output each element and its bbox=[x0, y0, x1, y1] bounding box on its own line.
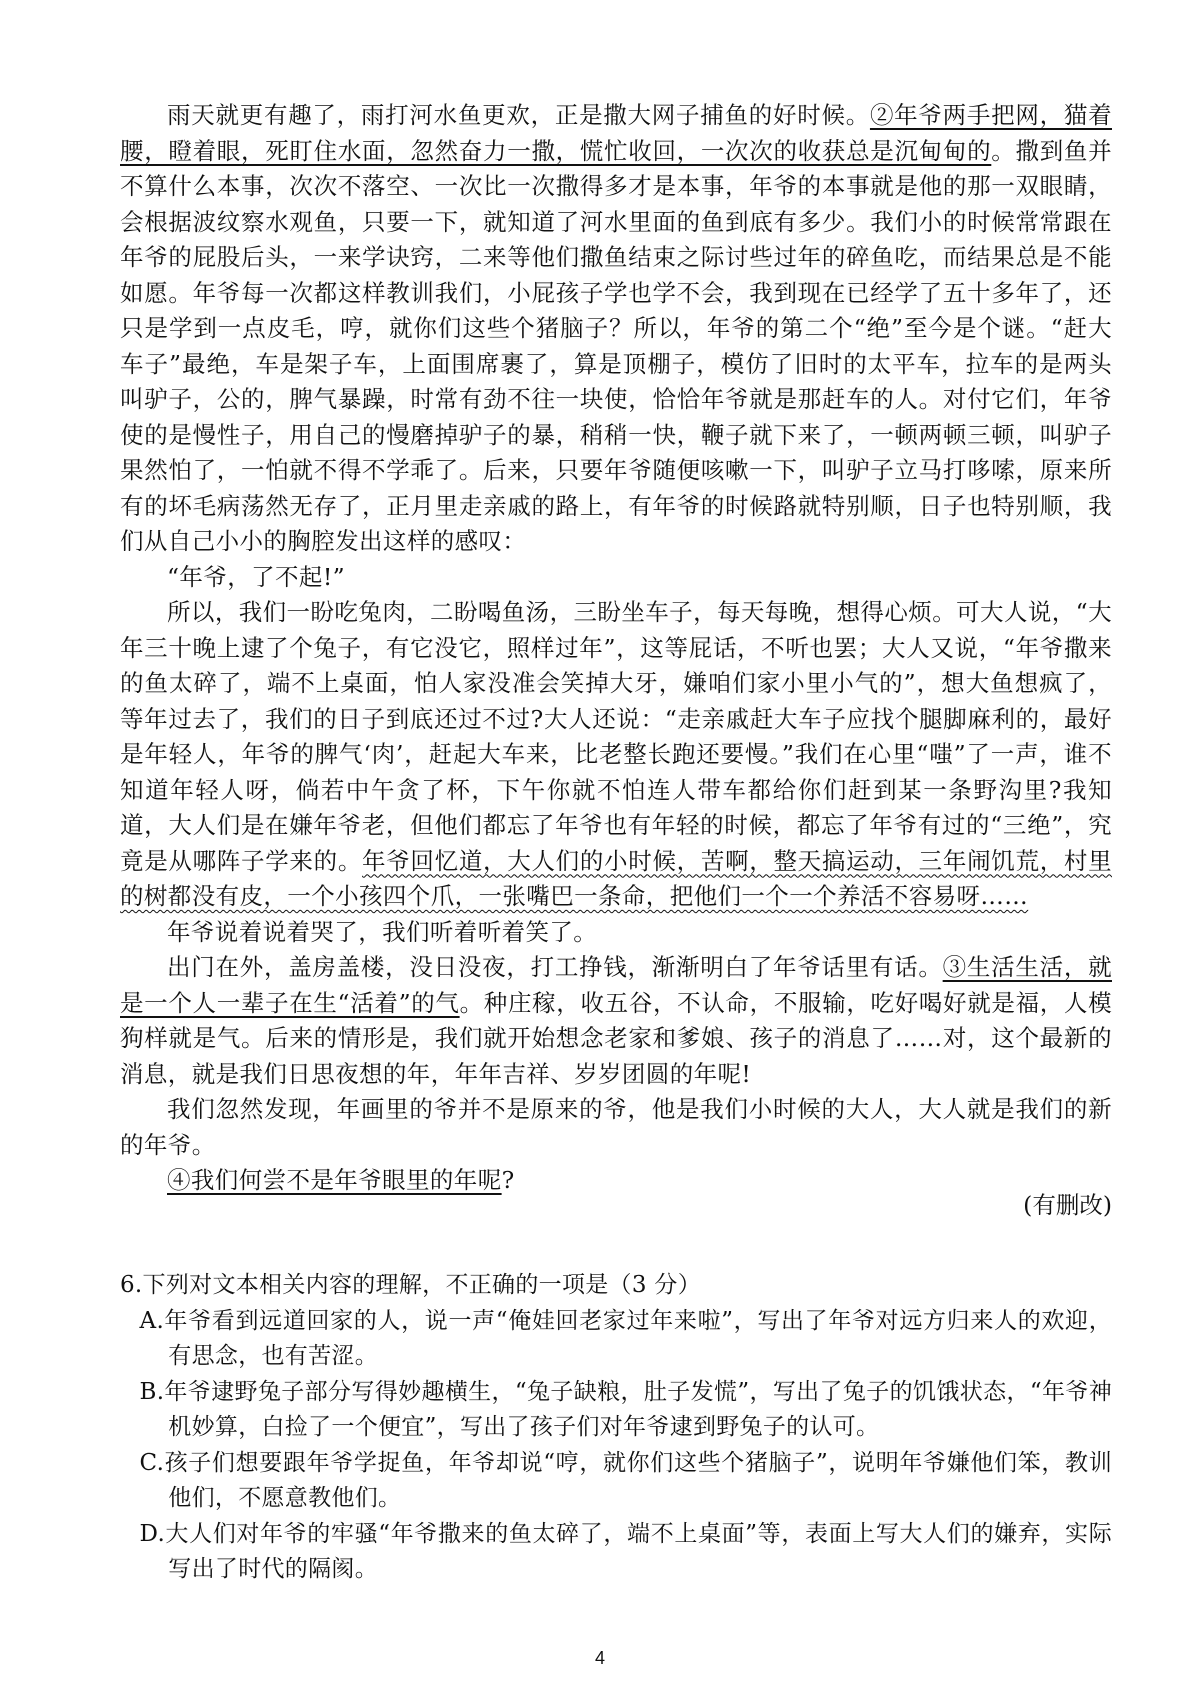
page-number: 4 bbox=[594, 1648, 605, 1668]
paragraph-text: 年爷说着说着哭了，我们听着听着笑了。 bbox=[167, 917, 598, 946]
underlined-sentence-3: ③生活生活，就是一个人一辈子在生“活着”的气 bbox=[120, 953, 1112, 1017]
paragraph-text: 雨天就更有趣了，雨打河水鱼更欢，正是撒大网子捕鱼的好时候。 bbox=[167, 101, 870, 129]
underlined-sentence-2: ②年爷两手把网，猫着腰，瞪着眼，死盯住水面，忽然奋力一撒，慌忙收回，一次次的收获总是沉甸甸的 bbox=[120, 101, 1112, 165]
option-b: B.年爷逮野兔子部分写得妙趣横生，“兔子缺粮，肚子发慌”，写出了兔子的饥饿状态，“年爷神机妙算，白捡了一个便宜”，写出了孩子们对年爷逮到野兔子的认可。 bbox=[139, 1378, 1112, 1440]
paragraph-text: 。撒到鱼并不算什么本事，次次不落空、一次比一次撒得多才是本事，年爷的本事就是他的那一双眼睛，会根据波纹察水观鱼，只要一下，就知道了河水里面的鱼到底有多少。我们小的时候常常跟在年爷的屁股后头，一来学诀窍，二来等他们撒鱼结束之际讨些过年的碎鱼吃，而结果总是不能如愿。年爷每一次都这样教训我们，小屁孩子学也学不会，我到现在已经学了五十多年了，还只是学到一点皮毛，哼，就你们这些个猪脑子？所以，年爷的第二个“绝”至今是个谜。“赶大车子”最绝，车是架子车，上面围席裹了，算是顶棚子，模仿了旧时的太平车，拉车的是两头叫驴子，公的，脾气暴躁，时常有劲不往一块使，恰恰年爷就是那赶车的人。对付它们，年爷使的是慢性子，用自己的慢磨掉驴子的暴，稍稍一快，鞭子就下来了，一顿两顿三顿，叫驴子果然怕了，一怕就不得不学乖了。后来，只要年爷随便咳嗽一下，叫驴子立马打哆嗦，原来所有的坏毛病荡然无存了，正月里走亲戚的路上，有年爷的时候路就特别顺，日子也特别顺，我们从自己小小的胸腔发出这样的感叹： bbox=[120, 136, 1113, 555]
source-note: (有删改) bbox=[1023, 1191, 1112, 1219]
passage-paragraph-2 bbox=[120, 560, 1112, 596]
question-6 bbox=[120, 1268, 1112, 1588]
passage-paragraph-6 bbox=[120, 1092, 1112, 1163]
passage-paragraph-3 bbox=[120, 595, 1112, 915]
exclamation-quote: “年爷，了不起!” bbox=[167, 562, 346, 591]
passage-body bbox=[120, 98, 1112, 1199]
question-stem: 6.下列对文本相关内容的理解，不正确的一项是（3 分） bbox=[120, 1272, 701, 1298]
passage-paragraph-1 bbox=[120, 98, 1112, 560]
option-d: D.大人们对年爷的牢骚“年爷撒来的鱼太碎了，端不上桌面”等，表面上写大人们的嫌弃，实际写出了时代的隔阂。 bbox=[139, 1520, 1112, 1582]
paragraph-text: ? bbox=[501, 1166, 515, 1194]
passage-paragraph-5 bbox=[120, 950, 1112, 1092]
passage-paragraph-7 bbox=[120, 1163, 1112, 1199]
option-a: A.年爷看到远道回家的人，说一声“俺娃回老家过年来啦”，写出了年爷对远方归来人的欢迎，有思念，也有苦涩。 bbox=[139, 1307, 1112, 1369]
paragraph-text: 我们忽然发现，年画里的爷并不是原来的爷，他是我们小时候的大人，大人就是我们的新的年爷。 bbox=[120, 1095, 1112, 1159]
wavy-underlined-sentence: 年爷回忆道，大人们的小时候，苦啊，整天搞运动，三年闹饥荒，村里的树都没有皮，一个小孩四个爪，一张嘴巴一条命，把他们一个一个养活不容易呀…… bbox=[120, 846, 1113, 910]
underlined-sentence-4: ④我们何尝不是年爷眼里的年呢 bbox=[167, 1166, 502, 1194]
paragraph-text: 所以，我们一盼吃兔肉，二盼喝鱼汤，三盼坐车子，每天每晚，想得心烦。可大人说，“大年三十晚上逮了个兔子，有它没它，照样过年”，这等屁话，不听也罢；大人又说，“年爷撒来的鱼太碎了，端不上桌面，怕人家没准会笑掉大牙，嫌咱们家小里小气的”，想大鱼想疯了，等年过去了，我们的日子到底还过不过?大人还说：“走亲戚赶大车子应找个腿脚麻利的，最好是年轻人，年爷的脾气‘肉’，赶起大车来，比老整长跑还要慢。”我们在心里“嗤”了一声，谁不知道年轻人呀，倘若中午贪了杯，下午你就不怕连人带车都给你们赶到某一条野沟里?我知道，大人们是在嫌年爷老，但他们都忘了年爷也有年轻的时候，都忘了年爷有过的“三绝”，究竟是从哪阵子学来的。 bbox=[120, 598, 1112, 875]
option-c: C.孩子们想要跟年爷学捉鱼，年爷却说“哼，就你们这些个猪脑子”，说明年爷嫌他们笨，教训他们，不愿意教他们。 bbox=[139, 1449, 1112, 1511]
paragraph-text: 。种庄稼，收五谷，不认命，不服输，吃好喝好就是福，人模狗样就是气。后来的情形是，我们就开始想念老家和爹娘、孩子的消息了……对，这个最新的消息，就是我们日思夜想的年，年年吉祥、岁岁团圆的年呢! bbox=[120, 988, 1112, 1088]
paragraph-text: 出门在外，盖房盖楼，没日没夜，打工挣钱，渐渐明白了年爷话里有话。 bbox=[167, 953, 943, 981]
passage-paragraph-4 bbox=[120, 915, 1112, 951]
